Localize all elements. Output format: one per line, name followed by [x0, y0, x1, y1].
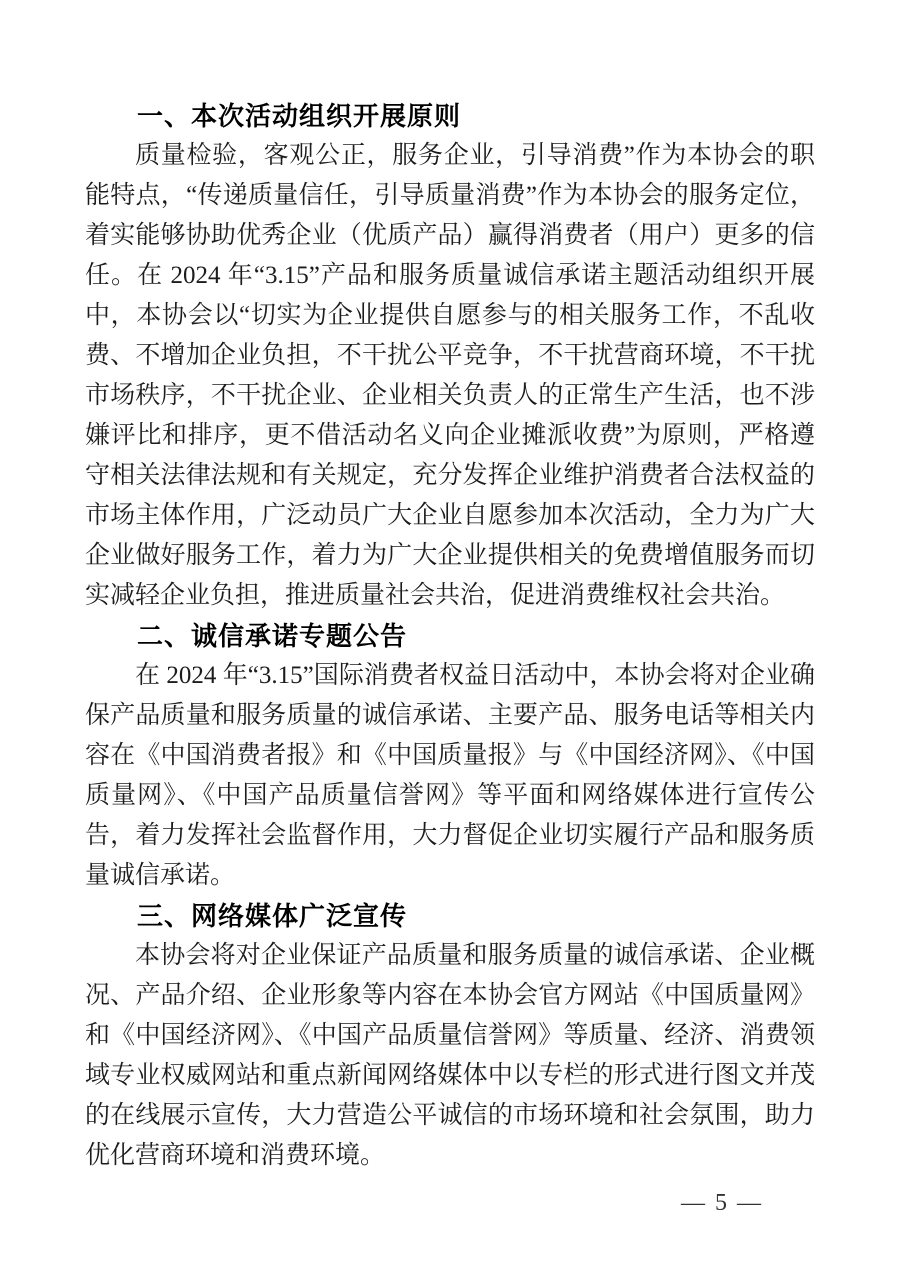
section-network-media-publicity	[85, 896, 815, 1176]
section-heading: 二、诚信承诺专题公告	[137, 621, 408, 651]
section-paragraph: 在 2024 年“3.15”国际消费者权益日活动中，本协会将对企业确保产品质量和服务质量的诚信承诺、主要产品、服务电话等相关内容在《中国消费者报》和《中国质量报》与《中国经济网》、《中国质量网》、《中国产品质量信誉网》等平面和网络媒体进行宣传公告，着力发挥社会监督作用，大力督促企业切实履行产品和服务质量诚信承诺。	[85, 662, 815, 889]
section-integrity-announcement	[85, 616, 815, 896]
section-paragraph: 本协会将对企业保证产品质量和服务质量的诚信承诺、企业概况、产品介绍、企业形象等内容在本协会官方网站《中国质量网》和《中国经济网》、《中国产品质量信誉网》等质量、经济、消费领域专业权威网站和重点新闻网络媒体中以专栏的形式进行图文并茂的在线展示宣传，大力营造公平诚信的市场环境和社会氛围，助力优化营商环境和消费环境。	[85, 942, 815, 1169]
section-heading: 三、网络媒体广泛宣传	[137, 901, 408, 931]
section-heading: 一、本次活动组织开展原则	[137, 101, 462, 131]
section-paragraph: 质量检验，客观公正，服务企业，引导消费”作为本协会的职能特点，“传递质量信任，引导质量消费”作为本协会的服务定位，着实能够协助优秀企业（优质产品）赢得消费者（用户）更多的信任。在 2024 年“3.15”产品和服务质量诚信承诺主题活动组织开展中，本协会以“切实为企业提供自愿参与的相关服务工作，不乱收费、不增加企业负担，不干扰公平竞争，不干扰营商环境，不干扰市场秩序，不干扰企业、企业相关负责人的正常生产生活，也不涉嫌评比和排序，更不借活动名义向企业摊派收费”为原则，严格遵守相关法律法规和有关规定，充分发挥企业维护消费者合法权益的市场主体作用，广泛动员广大企业自愿参加本次活动，全力为广大企业做好服务工作，着力为广大企业提供相关的免费增值服务而切实减轻企业负担，推进质量社会共治，促进消费维权社会共治。	[85, 142, 815, 609]
section-activity-principles	[85, 96, 815, 616]
page-number: — 5 —	[681, 1190, 763, 1216]
page-footer	[85, 1190, 815, 1217]
